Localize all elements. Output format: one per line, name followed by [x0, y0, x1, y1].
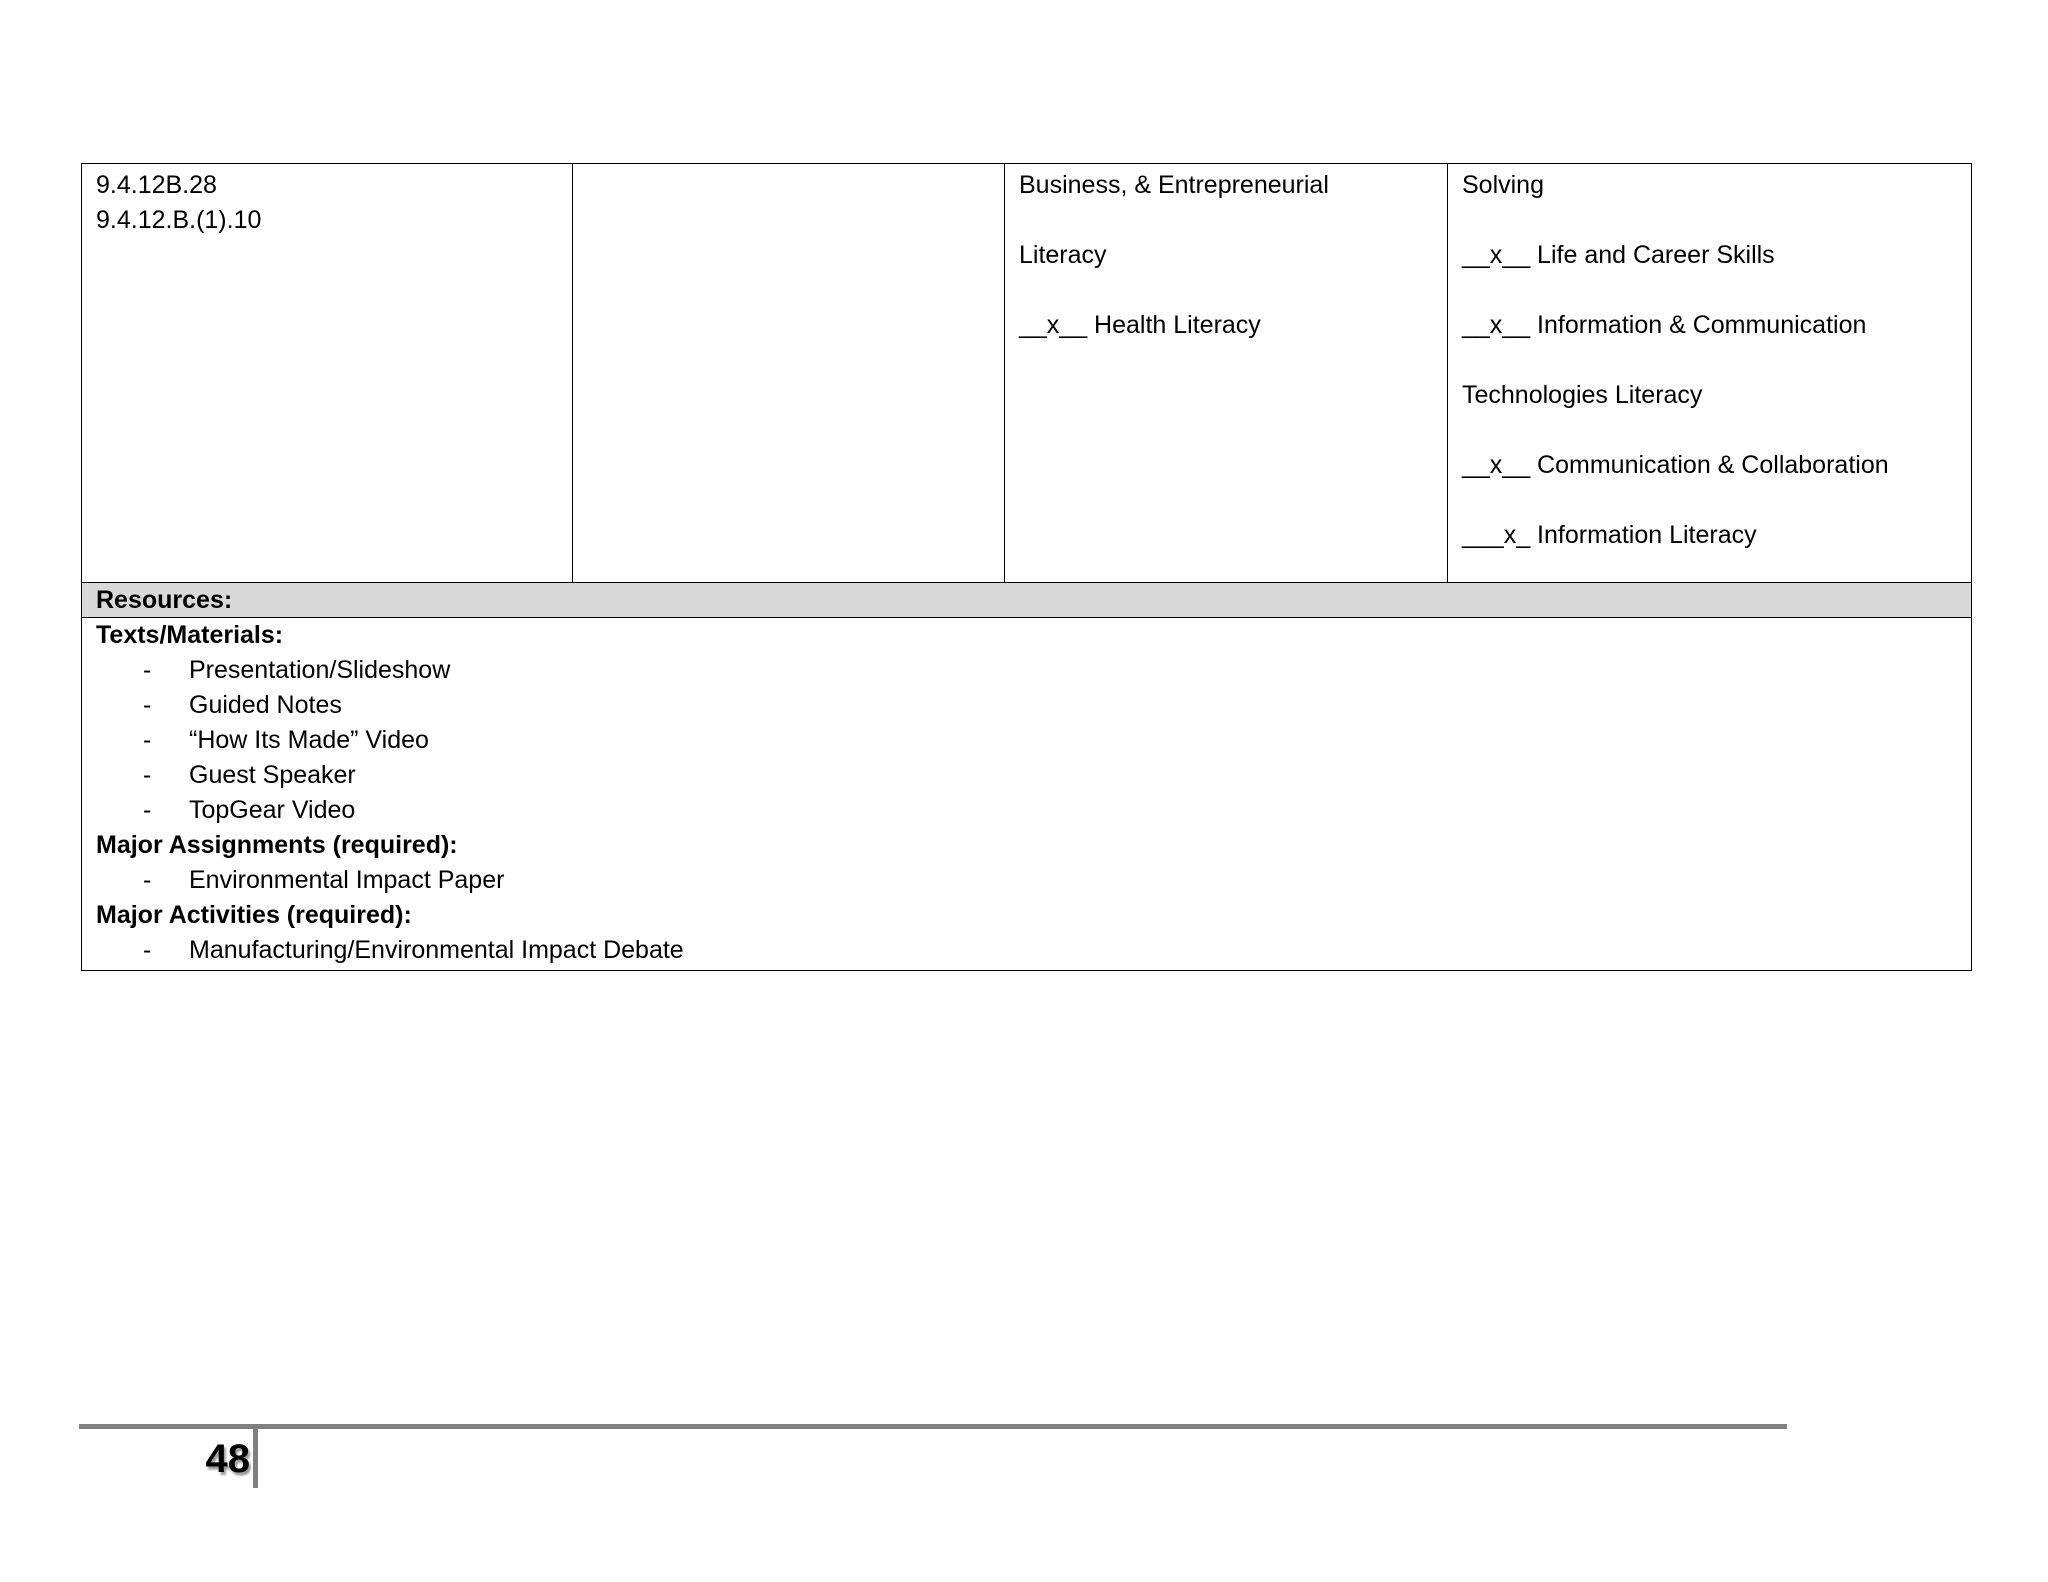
- skills-line: __x__ Information & Communication: [1462, 311, 1867, 339]
- resources-header-row: [82, 583, 1972, 618]
- bullet-dash: -: [143, 726, 152, 754]
- list-item-text: Guest Speaker: [189, 761, 356, 789]
- list-item: [96, 863, 1959, 898]
- spacer: [1462, 203, 1959, 238]
- spacer: [1462, 273, 1959, 308]
- standard-code: 9.4.12.B.(1).10: [96, 206, 262, 234]
- major-assignments-heading: Major Assignments (required):: [96, 831, 458, 859]
- list-item-text: TopGear Video: [189, 796, 356, 824]
- resources-list-cell: [82, 618, 1972, 971]
- list-item-text: Presentation/Slideshow: [189, 656, 451, 684]
- page-number: 48: [205, 1437, 250, 1481]
- list-item: [96, 793, 1959, 828]
- literacy-line: Business, & Entrepreneurial: [1019, 171, 1329, 199]
- bullet-dash: -: [143, 796, 152, 824]
- list-item: [96, 933, 1959, 968]
- skills-line: Technologies Literacy: [1462, 381, 1703, 409]
- skills-line: Solving: [1462, 171, 1544, 199]
- literacy-line: __x__ Health Literacy: [1019, 311, 1261, 339]
- bullet-dash: -: [143, 936, 152, 964]
- list-item-text: Environmental Impact Paper: [189, 866, 505, 894]
- spacer: [1019, 273, 1435, 308]
- empty-cell: [573, 164, 1005, 583]
- spacer: [1019, 203, 1435, 238]
- footer-divider: [253, 1428, 258, 1488]
- bullet-dash: -: [143, 761, 152, 789]
- skills-cell: [1448, 164, 1972, 583]
- spacer: [1462, 413, 1959, 448]
- texts-materials-heading: Texts/Materials:: [96, 621, 284, 649]
- literacy-line: Literacy: [1019, 241, 1107, 269]
- standard-code: 9.4.12B.28: [96, 171, 217, 199]
- list-item-text: “How Its Made” Video: [189, 726, 429, 754]
- list-item-text: Manufacturing/Environmental Impact Debate: [189, 936, 684, 964]
- standards-row: [82, 164, 1972, 583]
- bullet-dash: -: [143, 866, 152, 894]
- spacer: [1462, 483, 1959, 518]
- list-item: [96, 723, 1959, 758]
- major-activities-heading: Major Activities (required):: [96, 901, 412, 929]
- list-item-text: Guided Notes: [189, 691, 342, 719]
- skills-line: __x__ Life and Career Skills: [1462, 241, 1775, 269]
- list-item: [96, 758, 1959, 793]
- literacy-cell: [1005, 164, 1448, 583]
- bullet-dash: -: [143, 691, 152, 719]
- skills-line: __x__ Communication & Collaboration: [1462, 451, 1889, 479]
- list-item: [96, 653, 1959, 688]
- standards-cell: [82, 164, 573, 583]
- bullet-dash: -: [143, 656, 152, 684]
- footer-rule: [79, 1424, 1787, 1429]
- resources-header: Resources:: [96, 586, 233, 614]
- spacer: [1462, 343, 1959, 378]
- resources-list-row: [82, 618, 1972, 971]
- skills-line: ___x_ Information Literacy: [1462, 521, 1757, 549]
- standards-table: [81, 163, 1972, 971]
- list-item: [96, 688, 1959, 723]
- resources-header-cell: [82, 583, 1972, 618]
